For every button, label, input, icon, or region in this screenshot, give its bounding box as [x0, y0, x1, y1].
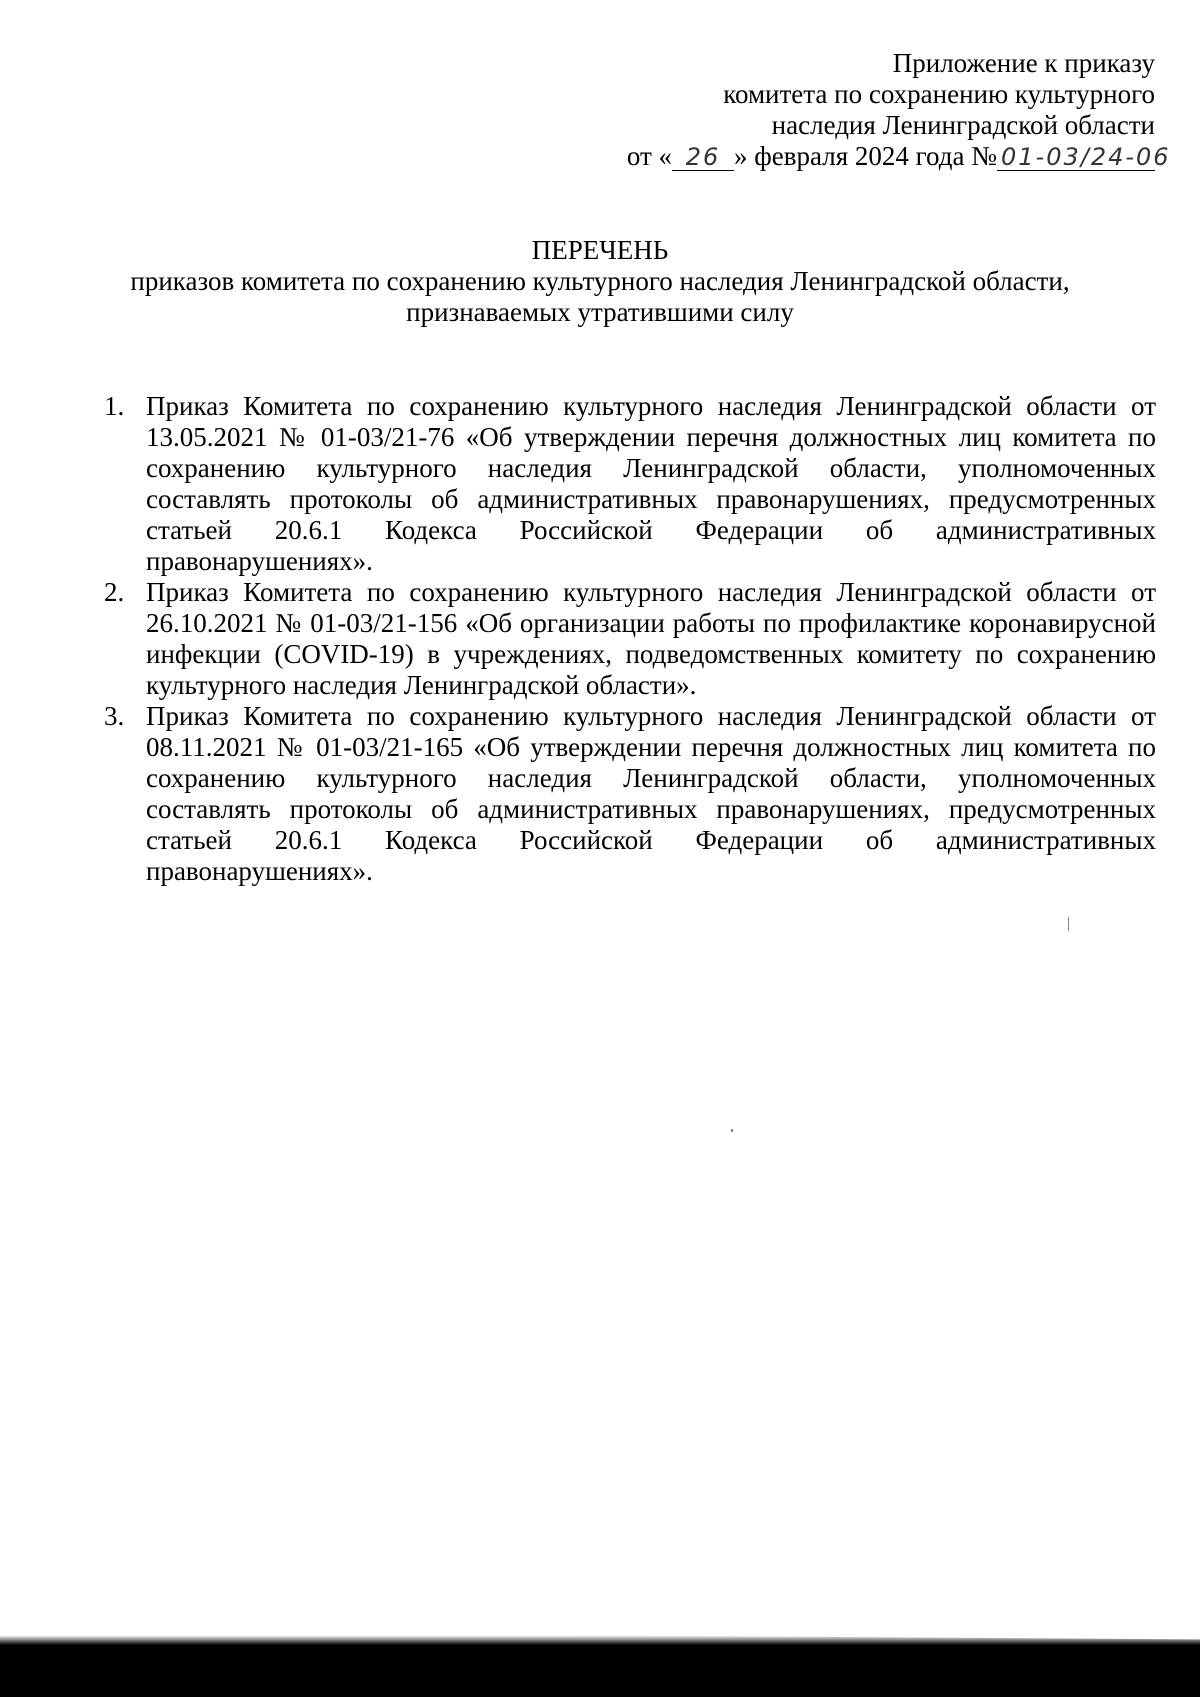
- date-prefix: от «: [626, 141, 673, 171]
- list-item-number: 1.: [104, 391, 125, 421]
- scan-bottom-border: [0, 1645, 1200, 1697]
- list-item-text: Приказ Комитета по сохранению культурного наследия Ленинградской области от 08.11.2021 № 01-03/21-165 «Об утверждении перечня должностных лиц комитета по сохранению культурного наследия Ленинградской области, уполномоченных составлять протоколы об административных правонарушениях, предусмотренных статьей 20.6.1 Кодекса Российской Федерации об административных правонарушениях».: [146, 701, 1156, 886]
- document-title: ПЕРЕЧЕНЬ: [531, 235, 669, 265]
- scan-edge-shadow: [0, 1631, 1200, 1645]
- list-item: [100, 701, 1156, 887]
- title-block: [60, 235, 1140, 328]
- header-line-3: наследия Ленинградской области: [771, 110, 1155, 140]
- list-item: [100, 577, 1156, 701]
- scan-speck: [731, 1129, 733, 1132]
- date-middle: » февраля 2024 года №: [734, 141, 997, 171]
- handwritten-day: 26: [672, 144, 734, 171]
- list-item-text: Приказ Комитета по сохранению культурного наследия Ленинградской области от 26.10.2021 № 01-03/21-156 «Об организации работы по профилактике коронавирусной инфекции (COVID-19) в учреждениях, подведомственных комитету по сохранению культурного наследия Ленинградской области».: [146, 577, 1156, 700]
- header-line-2: комитета по сохранению культурного: [723, 79, 1155, 109]
- orders-list: [100, 391, 1156, 887]
- appendix-header: [626, 48, 1171, 172]
- header-date-line: [626, 141, 1171, 172]
- scan-speck: [1068, 917, 1069, 931]
- list-item-number: 3.: [104, 701, 125, 731]
- list-item-number: 2.: [104, 577, 125, 607]
- list-item: [100, 391, 1156, 577]
- document-subtitle-line-1: приказов комитета по сохранению культурного наследия Ленинградской области,: [130, 266, 1070, 296]
- list-item-text: Приказ Комитета по сохранению культурного наследия Ленинградской области от 13.05.2021 № 01-03/21-76 «Об утверждении перечня должностных лиц комитета по сохранению культурного наследия Ленинградской области, уполномоченных составлять протоколы об административных правонарушениях, предусмотренных статьей 20.6.1 Кодекса Российской Федерации об административных правонарушениях».: [146, 391, 1156, 576]
- document-subtitle-line-2: признаваемых утратившими силу: [406, 297, 794, 327]
- handwritten-order-number: 01-03/24-06: [997, 144, 1155, 171]
- header-line-1: Приложение к приказу: [892, 48, 1155, 78]
